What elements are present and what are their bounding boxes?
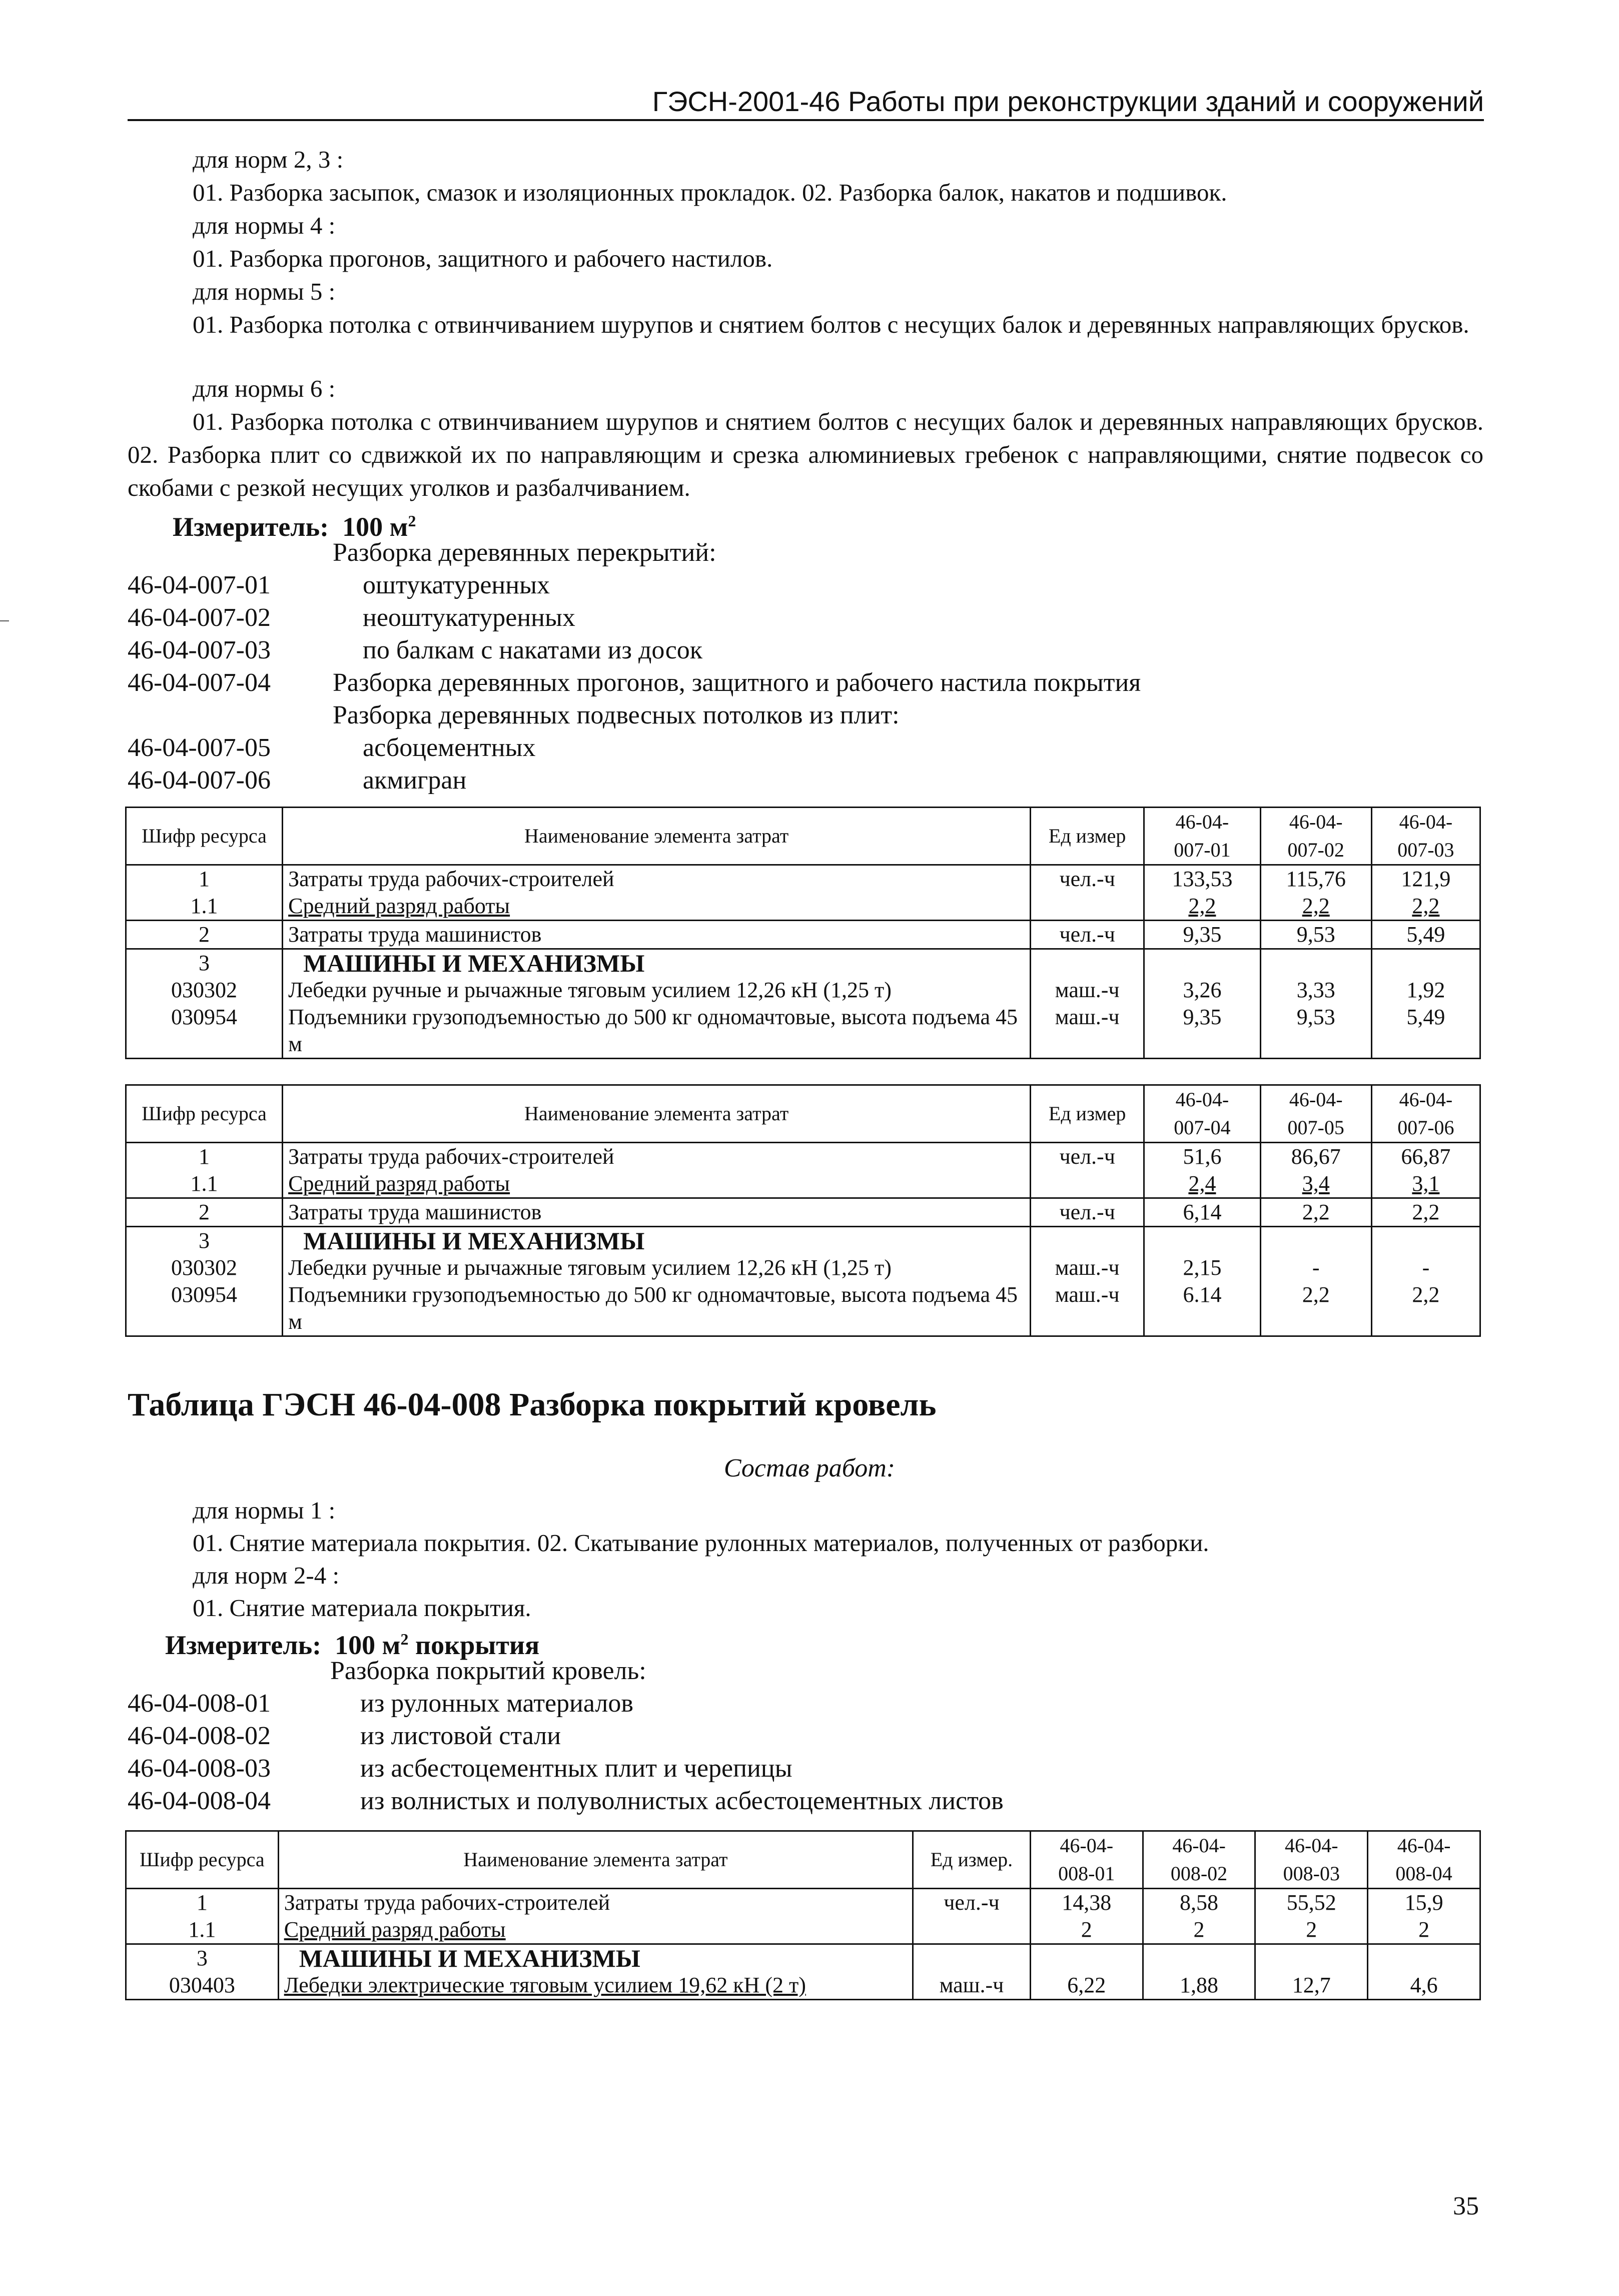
measure-value: 100 м [335, 1630, 401, 1660]
col-header-norm: 46-04- 008-02 [1143, 1831, 1255, 1889]
page-number: 35 [1453, 2192, 1479, 2220]
measure-sup: 2 [400, 1630, 409, 1648]
norm-desc: по балкам с накатами из досок [363, 636, 703, 664]
norm-desc: асбоцементных [363, 733, 536, 762]
table-row: 1 Затраты труда рабочих-строителей чел.-ч 14,38 8,58 55,52 15,9 [126, 1889, 1480, 1917]
norm-group-title: Разборка деревянных подвесных потолков из плит: [333, 701, 900, 729]
norm-label: для нормы 1 : [193, 1496, 336, 1524]
table-row: 030302 Лебедки ручные и рычажные тяговым усилием 12,26 кН (1,25 т) маш.-ч 3,26 3,33 1,92 [126, 977, 1480, 1004]
norm-desc: из листовой стали [360, 1722, 561, 1750]
table-row: 1.1 Средний разряд работы 2,2 2,2 2,2 [126, 893, 1480, 921]
table-row: 1.1 Средний разряд работы 2,4 3,4 3,1 [126, 1170, 1480, 1198]
norm-code: 46-04-007-02 [128, 603, 271, 632]
measure-label: Измеритель: [173, 512, 329, 542]
work-item: 01. Разборка потолка с отвинчиванием шурупов и снятием болтов с несущих балок и деревянных направляющих брусков. [193, 311, 1469, 338]
norm-label: для нормы 6 : [193, 375, 336, 402]
measure-value: 100 м [342, 512, 408, 542]
norm-code: 46-04-007-05 [128, 733, 271, 762]
work-item: 01. Разборка потолка с отвинчиванием шурупов и снятием болтов с несущих балок и деревянных направляющих брусков. 02. Разборка плит со сдвижкой их по направляющим и срезка алюминиевых гребенок с направляющими, снятие подвесок со скобами с резкой несущих уголков и разбалчиванием. [128, 408, 1483, 501]
table-row: 3 МАШИНЫ И МЕХАНИЗМЫ [126, 1944, 1480, 1972]
measure-tail: покрытия [408, 1630, 540, 1660]
resource-table-c [125, 1830, 1481, 2000]
table-row: 1 Затраты труда рабочих-строителей чел.-ч 133,53 115,76 121,9 [126, 865, 1480, 893]
norm-label: для нормы 5 : [193, 278, 336, 305]
norm-group-title: Разборка деревянных перекрытий: [333, 538, 716, 567]
work-item: 01. Снятие материала покрытия. 02. Скатывание рулонных материалов, полученных от разборки. [193, 1529, 1209, 1557]
table-row: 030954 Подъемники грузоподъемностью до 500 кг одномачтовые, высота подъема 45 м маш.-ч 9,35 9,53 5,49 [126, 1004, 1480, 1059]
col-header-unit: Ед измер. [913, 1831, 1031, 1889]
col-header-name: Наименование элемента затрат [278, 1831, 913, 1889]
col-header-norm: 46-04- 007-02 [1260, 808, 1371, 865]
norm-label: для нормы 4 : [193, 212, 336, 239]
work-item: 01. Разборка засыпок, смазок и изоляционных прокладок. 02. Разборка балок, накатов и подшивок. [193, 179, 1227, 206]
norm-code: 46-04-007-03 [128, 636, 271, 664]
col-header-unit: Ед измер [1031, 808, 1144, 865]
table-row: 030403 Лебедки электрические тяговым усилием 19,62 кН (2 т) маш.-ч 6,22 1,88 12,7 4,6 [126, 1972, 1480, 2000]
col-header-norm: 46-04- 007-05 [1260, 1085, 1371, 1143]
norm-code: 46-04-008-04 [128, 1787, 271, 1815]
table-row: 3 МАШИНЫ И МЕХАНИЗМЫ [126, 1227, 1480, 1255]
col-header-unit: Ед измер [1031, 1085, 1144, 1143]
measure-line [165, 1624, 539, 1661]
norm-code: 46-04-008-02 [128, 1722, 271, 1750]
work-item: 01. Снятие материала покрытия. [193, 1594, 531, 1622]
work-item: 01. Разборка прогонов, защитного и рабочего настилов. [193, 245, 773, 272]
norm-desc: из рулонных материалов [360, 1689, 633, 1718]
table-row: 2 Затраты труда машинистов чел.-ч 6,14 2,2 2,2 [126, 1198, 1480, 1227]
col-header-norm: 46-04- 008-01 [1030, 1831, 1143, 1889]
col-header-norm: 46-04- 008-03 [1255, 1831, 1368, 1889]
col-header-name: Наименование элемента затрат [283, 808, 1031, 865]
table-row: 030302 Лебедки ручные и рычажные тяговым усилием 12,26 кН (1,25 т) маш.-ч 2,15 - - [126, 1254, 1480, 1281]
table-row: 3 МАШИНЫ И МЕХАНИЗМЫ [126, 949, 1480, 977]
resource-table-b [125, 1084, 1481, 1337]
section-title: Таблица ГЭСН 46-04-008 Разборка покрытий кровель [128, 1386, 937, 1423]
norm-code: 46-04-008-01 [128, 1689, 271, 1718]
norm-desc: акмигран [363, 766, 467, 795]
table-row: 2 Затраты труда машинистов чел.-ч 9,35 9,53 5,49 [126, 921, 1480, 949]
col-header-code: Шифр ресурса [126, 1831, 279, 1889]
measure-label: Измеритель: [165, 1630, 322, 1660]
table-row: 1.1 Средний разряд работы 2 2 2 2 [126, 1916, 1480, 1944]
norm-desc: из волнистых и полуволнистых асбестоцементных листов [360, 1787, 1004, 1815]
norm-label: для норм 2-4 : [193, 1562, 340, 1589]
col-header-code: Шифр ресурса [126, 1085, 283, 1143]
col-header-norm: 46-04- 008-04 [1368, 1831, 1480, 1889]
norm-code: 46-04-007-01 [128, 571, 271, 599]
scan-mark [0, 620, 9, 621]
composition-heading: Состав работ: [723, 1454, 896, 1482]
norm-desc: оштукатуренных [363, 571, 550, 599]
norm-code: 46-04-007-06 [128, 766, 271, 795]
norm-desc: неоштукатуренных [363, 603, 575, 632]
col-header-norm: 46-04- 007-01 [1144, 808, 1260, 865]
norm-desc: из асбестоцементных плит и черепицы [360, 1754, 792, 1783]
norm-group-title: Разборка покрытий кровель: [330, 1657, 646, 1685]
header-rule [128, 119, 1484, 121]
norm-label: для норм 2, 3 : [193, 146, 344, 173]
table-row: 030954 Подъемники грузоподъемностью до 500 кг одномачтовые, высота подъема 45 м маш.-ч 6.14 2,2 2,2 [126, 1281, 1480, 1336]
norm-code: 46-04-007-04 [128, 668, 271, 697]
measure-sup: 2 [408, 512, 416, 530]
col-header-norm: 46-04- 007-04 [1144, 1085, 1260, 1143]
col-header-norm: 46-04- 007-06 [1371, 1085, 1480, 1143]
resource-table-a [125, 807, 1481, 1059]
table-row: 1 Затраты труда рабочих-строителей чел.-ч 51,6 86,67 66,87 [126, 1143, 1480, 1171]
col-header-name: Наименование элемента затрат [283, 1085, 1031, 1143]
measure-line [173, 505, 416, 542]
running-header: ГЭСН-2001-46 Работы при реконструкции зданий и сооружений [652, 86, 1484, 117]
norm-desc: Разборка деревянных прогонов, защитного и рабочего настила покрытия [333, 668, 1141, 697]
norm-code: 46-04-008-03 [128, 1754, 271, 1783]
col-header-norm: 46-04- 007-03 [1371, 808, 1480, 865]
col-header-code: Шифр ресурса [126, 808, 283, 865]
